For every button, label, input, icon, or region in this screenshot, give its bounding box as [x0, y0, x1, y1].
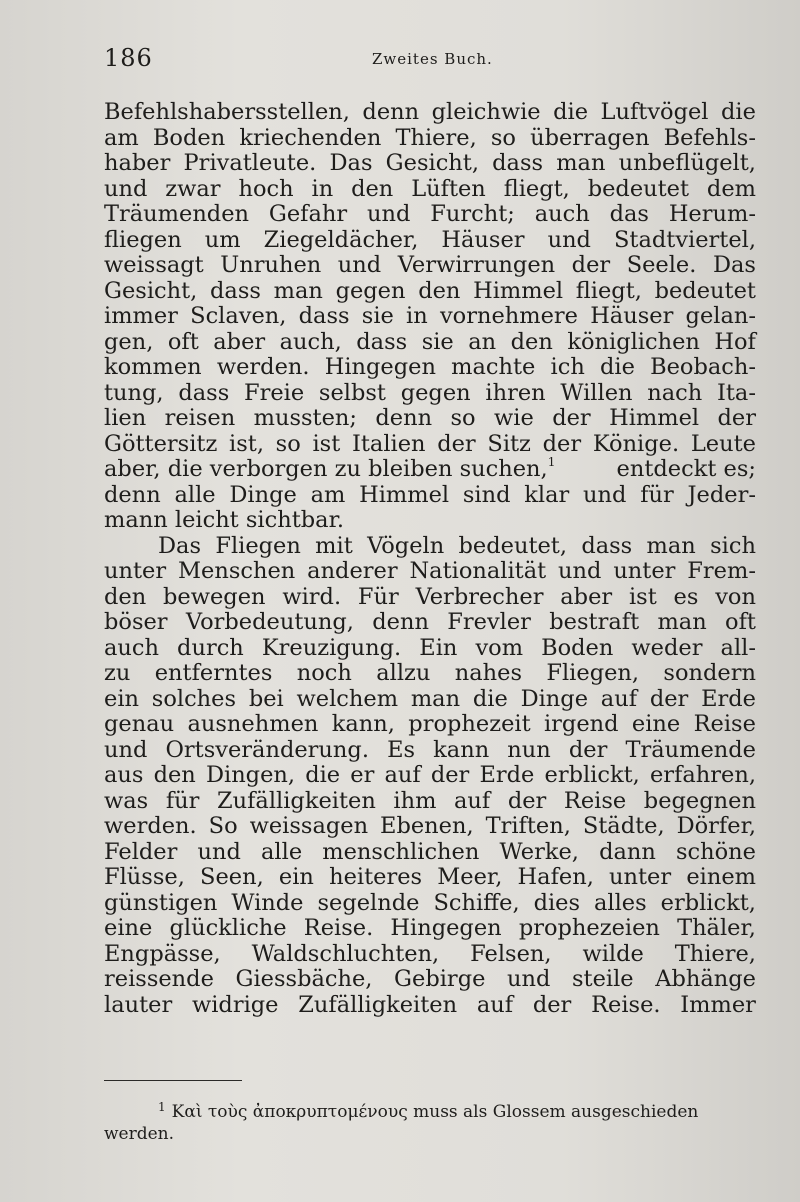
text-line: unter Menschen anderer Nationalität und unter Frem-: [104, 558, 756, 584]
text-line: kommen werden. Hingegen machte ich die Beobach-: [104, 354, 756, 380]
text-line: und zwar hoch in den Lüften fliegt, bedeutet dem: [104, 175, 756, 202]
text-line: Göttersitz ist, so ist Italien der Sitz der Könige. Leute: [104, 430, 756, 457]
text-line: denn alle Dinge am Himmel sind klar und für Jeder-: [104, 481, 756, 508]
text-line: ein solches bei welchem man die Dinge auf der Erde: [104, 685, 756, 712]
text-line: immer Sclaven, dass sie in vornehmere Häuser gelan-: [104, 303, 756, 329]
text-line: Das Fliegen mit Vögeln bedeutet, dass man sich: [158, 532, 756, 559]
text-line: lien reisen mussten; denn so wie der Himmel der: [104, 405, 756, 431]
text-line: weissagt Unruhen und Verwirrungen der Seele. Das: [104, 252, 756, 278]
text-line: Felder und alle menschlichen Werke, dann schöne: [104, 838, 756, 865]
text-line: mann leicht sichtbar.: [104, 507, 345, 533]
footnote-line: [104, 1123, 756, 1145]
text-line: Gesicht, dass man gegen den Himmel fliegt, bedeutet: [104, 277, 756, 304]
body-text: [104, 100, 756, 1018]
text-line: Flüsse, Seen, ein heiteres Meer, Hafen, unter einem: [104, 864, 756, 890]
footnote-line: [104, 1096, 756, 1123]
running-title: Zweites Buch.: [372, 50, 493, 68]
text-line-with-footnote: [104, 457, 756, 483]
footnote: [104, 1096, 756, 1145]
footnote-text: werden.: [104, 1124, 175, 1144]
text-line: und Ortsveränderung. Es kann nun der Träumende: [104, 736, 756, 763]
footnote-text: $^1$ Καὶ τοὺς ἀποκρυπτομένους muss als Glossem ausgeschieden: [158, 1100, 699, 1122]
text-line: zu entferntes noch allzu nahes Fliegen, sondern: [104, 660, 756, 686]
footnote-reference[interactable]: 1: [547, 455, 556, 469]
text-line: den bewegen wird. Für Verbrecher aber ist es von: [104, 583, 756, 610]
text-line: tung, dass Freie selbst gegen ihren Willen nach Ita-: [104, 379, 756, 406]
text-line: Befehlshabersstellen, denn gleichwie die Luftvögel die: [104, 99, 756, 125]
text-line: werden. So weissagen Ebenen, Triften, Städte, Dörfer,: [104, 813, 756, 839]
footnote-marker: 1: [158, 1100, 166, 1114]
text-line: lauter widrige Zufälligkeiten auf der Reise. Immer: [104, 991, 756, 1018]
text-line: gen, oft aber auch, dass sie an den königlichen Hof: [104, 328, 756, 355]
text-line: genau ausnehmen kann, prophezeit irgend eine Reise: [104, 711, 756, 737]
text-line: auch durch Kreuzigung. Ein vom Boden weder all-: [104, 634, 756, 661]
text-line: was für Zufälligkeiten ihm auf der Reise begegnen: [104, 787, 756, 814]
text-line-part: entdeckt es;: [616, 456, 756, 482]
text-line: Träumenden Gefahr und Furcht; auch das Herum-: [104, 201, 756, 227]
page-number: 186: [104, 44, 153, 72]
text-line: reissende Giessbäche, Gebirge und steile Abhänge: [104, 966, 756, 992]
text-line: fliegen um Ziegeldächer, Häuser und Stadtviertel,: [104, 226, 756, 253]
text-line: günstigen Winde segelnde Schiffe, dies alles erblickt,: [104, 889, 756, 916]
text-line: eine glückliche Reise. Hingegen prophezeien Thäler,: [104, 915, 756, 941]
footnote-rule: [104, 1080, 242, 1081]
text-line-part: aber, die verborgen zu bleiben suchen,$^1$: [104, 455, 556, 482]
text-line: haber Privatleute. Das Gesicht, dass man unbeflügelt,: [104, 150, 756, 176]
text-line: am Boden kriechenden Thiere, so überragen Befehls-: [104, 124, 756, 151]
text-line: böser Vorbedeutung, denn Frevler bestraft man oft: [104, 609, 756, 635]
running-head: [104, 44, 744, 84]
text-line: aus den Dingen, die er auf der Erde erblickt, erfahren,: [104, 762, 756, 788]
text-line: Engpässe, Waldschluchten, Felsen, wilde Thiere,: [104, 940, 756, 967]
